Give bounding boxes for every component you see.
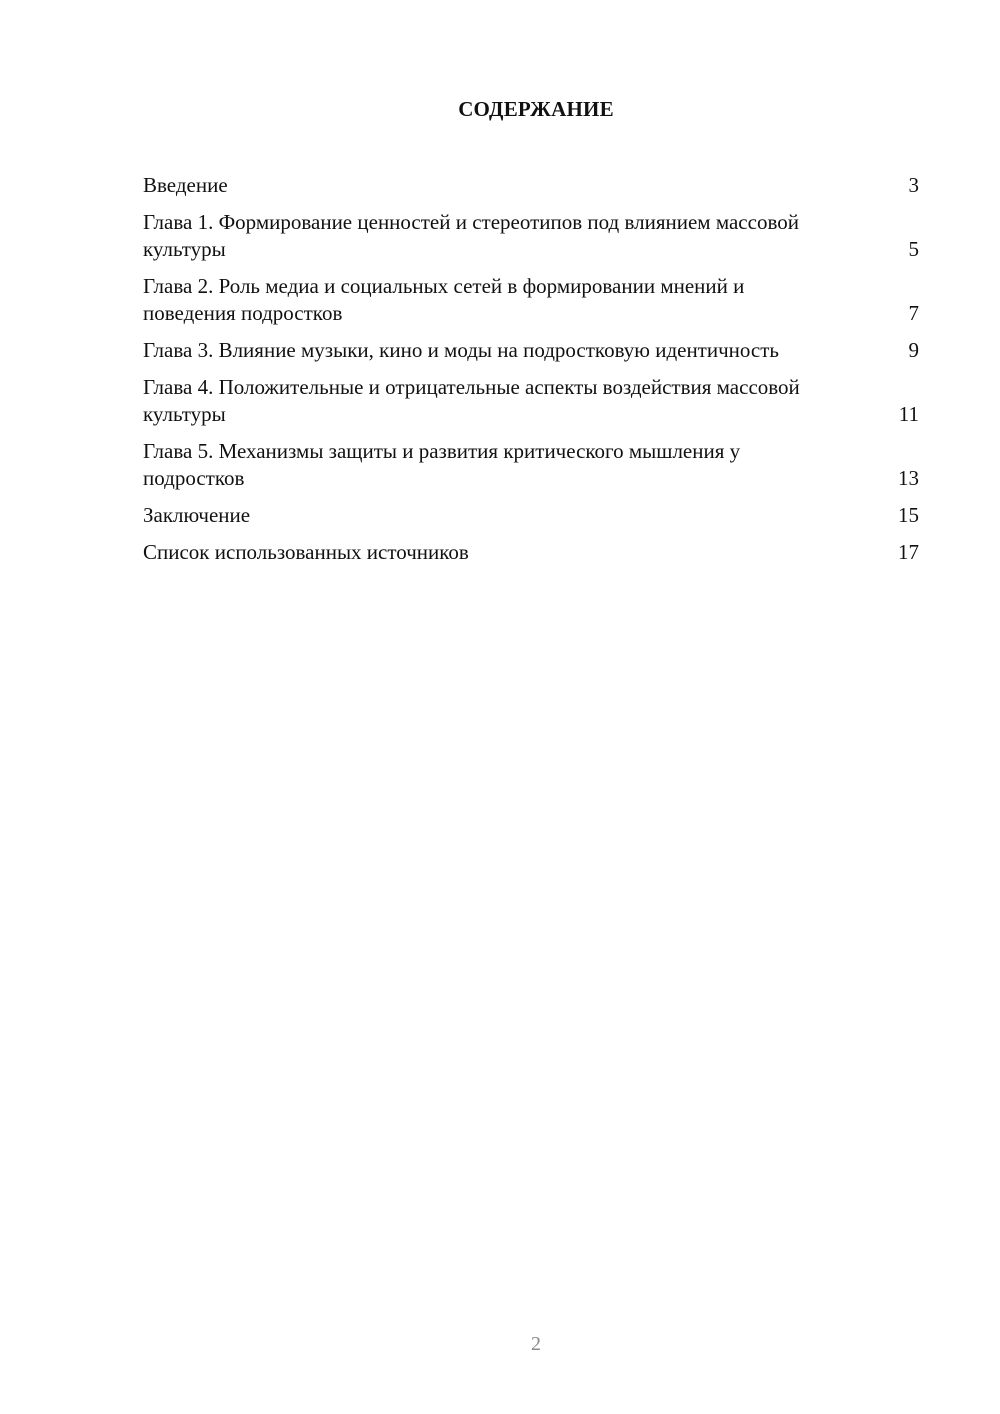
toc-entry-chapter-3 [143, 337, 919, 364]
toc-entry-title: Глава 1. Формирование ценностей и стереотипов под влиянием массовой культуры [143, 210, 799, 261]
toc-entry-title: Глава 2. Роль медиа и социальных сетей в формировании мнений и поведения подростков [143, 274, 745, 325]
toc-entry-title: Глава 4. Положительные и отрицательные аспекты воздействия массовой культуры [143, 375, 800, 426]
toc-entry-chapter-5 [143, 438, 919, 492]
toc-entry-references [143, 539, 919, 566]
toc-entry-title: Глава 3. Влияние музыки, кино и моды на подростковую идентичность [143, 338, 779, 362]
toc-entry-page: 15 [898, 503, 919, 527]
toc-entry-page: 3 [908, 173, 919, 197]
toc-entry-title: Глава 5. Механизмы защиты и развития критического мышления у подростков [143, 439, 741, 490]
toc-entry-title: Список использованных источников [143, 540, 469, 564]
toc-heading: СОДЕРЖАНИЕ [458, 97, 614, 121]
toc-entry-conclusion [143, 502, 919, 529]
toc-entry-page: 17 [898, 540, 919, 564]
toc-entry-page: 11 [898, 402, 919, 426]
toc-entry-page: 5 [908, 237, 919, 261]
toc-entry-chapter-1 [143, 209, 919, 263]
toc-entry-title: Заключение [143, 503, 251, 527]
table-of-contents [143, 172, 919, 576]
toc-entry-introduction [143, 172, 919, 199]
toc-entry-chapter-2 [143, 273, 919, 327]
toc-entry-page: 7 [908, 301, 919, 325]
toc-entry-page: 9 [908, 338, 919, 362]
page-number: 2 [531, 1333, 541, 1355]
toc-entry-title: Введение [143, 173, 228, 197]
toc-entry-page: 13 [898, 466, 919, 490]
toc-entry-chapter-4 [143, 374, 919, 428]
